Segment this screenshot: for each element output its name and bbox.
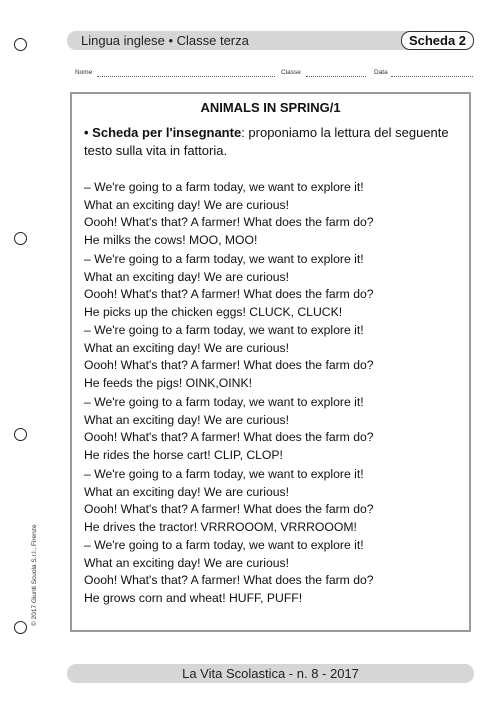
stanza: [84, 179, 464, 249]
stanza-line: He feeds the pigs! OINK,OINK!: [84, 375, 252, 390]
date-label: Data: [374, 69, 388, 76]
page-title: ANIMALS IN SPRING/1: [200, 100, 341, 115]
class-label: Classe: [281, 69, 301, 76]
subject-label: Lingua inglese • Classe terza: [81, 33, 249, 48]
stanza-line: Oooh! What's that? A farmer! What does the farm do?: [84, 573, 374, 588]
stanza-line: He rides the horse cart! CLIP, CLOP!: [84, 447, 283, 462]
stanza-line: Oooh! What's that? A farmer! What does the farm do?: [84, 358, 374, 373]
stanza-line: What an exciting day! We are curious!: [84, 555, 290, 570]
stanza-line: – We're going to a farm today, we want to explore it!: [84, 395, 364, 409]
stanza-line: What an exciting day! We are curious!: [84, 484, 290, 499]
binder-hole-icon: [14, 621, 27, 634]
stanza-line: Oooh! What's that? A farmer! What does the farm do?: [84, 287, 374, 302]
intro-bold: • Scheda per l'insegnante: [84, 125, 242, 140]
stanza-line: – We're going to a farm today, we want to explore it!: [84, 467, 364, 481]
name-line: [97, 76, 275, 77]
stanza-line: What an exciting day! We are curious!: [84, 269, 290, 284]
name-label: Nome: [75, 69, 93, 76]
stanza-line: He drives the tractor! VRRROOOM, VRRROOOM!: [84, 519, 357, 534]
teacher-intro: [84, 124, 464, 160]
stanza-line: What an exciting day! We are curious!: [84, 197, 290, 212]
stanza-line: – We're going to a farm today, we want to explore it!: [84, 538, 364, 552]
copyright-note: © 2017 Giunti Scuola S.r.l., Firenze: [31, 524, 38, 626]
date-line: [391, 76, 473, 77]
footer-bar: La Vita Scolastica - n. 8 - 2017: [67, 664, 474, 683]
stanza: [84, 537, 464, 607]
stanza-line: – We're going to a farm today, we want to explore it!: [84, 323, 364, 337]
stanza-line: He picks up the chicken eggs! CLUCK, CLUCK!: [84, 304, 343, 319]
stanza-line: What an exciting day! We are curious!: [84, 340, 290, 355]
stanza: [84, 251, 464, 321]
binder-hole-icon: [14, 38, 27, 51]
stanza: [84, 394, 464, 464]
stanza-line: He grows corn and wheat! HUFF, PUFF!: [84, 590, 303, 605]
stanza-line: What an exciting day! We are curious!: [84, 412, 290, 427]
binder-hole-icon: [14, 232, 27, 245]
binder-hole-icon: [14, 428, 27, 441]
student-info-row: [75, 69, 473, 79]
class-line: [306, 76, 366, 77]
sheet-number-badge: Scheda 2: [401, 31, 474, 50]
stanza-line: Oooh! What's that? A farmer! What does the farm do?: [84, 502, 374, 517]
stanza: [84, 322, 464, 392]
intro-text: : proponiamo la lettura del seguente testo sulla vita in fattoria.: [84, 125, 449, 158]
stanza-line: – We're going to a farm today, we want to explore it!: [84, 252, 364, 266]
stanza-line: Oooh! What's that? A farmer! What does the farm do?: [84, 215, 374, 230]
stanza-line: – We're going to a farm today, we want to explore it!: [84, 180, 364, 194]
stanza: [84, 466, 464, 536]
stanza-line: Oooh! What's that? A farmer! What does the farm do?: [84, 430, 374, 445]
stanza-line: He milks the cows! MOO, MOO!: [84, 232, 258, 247]
